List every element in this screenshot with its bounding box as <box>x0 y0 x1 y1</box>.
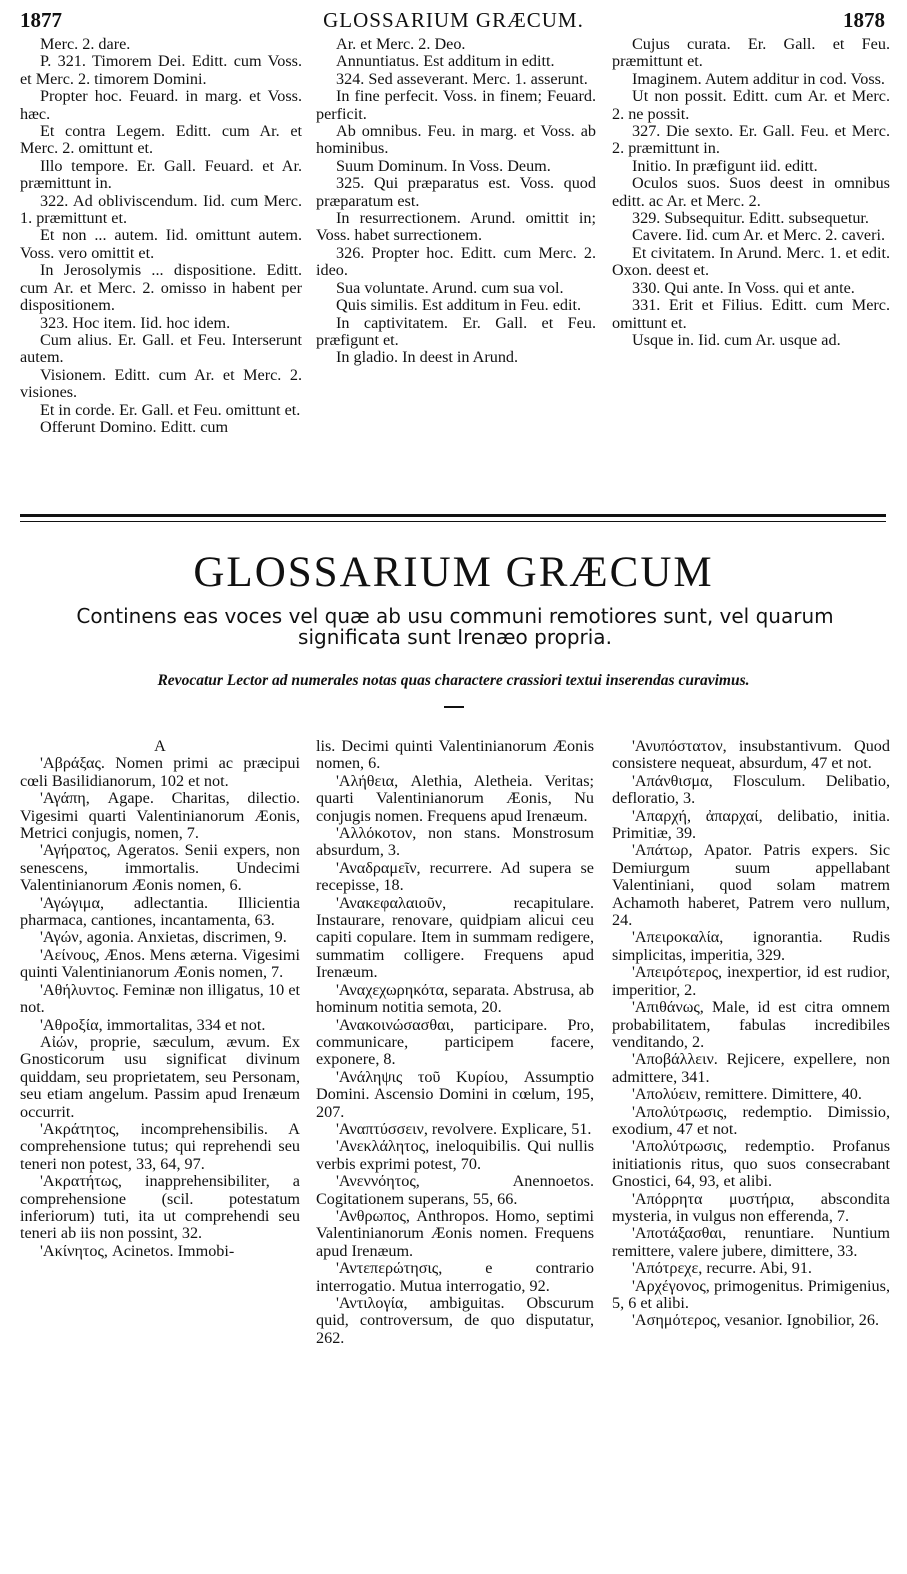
glossary-column-2 <box>316 738 594 1347</box>
entry-paragraph: 'Ασημότερος, vesanior. Ignobilior, 26. <box>632 1311 880 1330</box>
entry-paragraph: 'Ανάληψις τοῦ Κυρίου, Assumptio Domini. Ascensio Domini in cœlum, 195, 207. <box>316 1067 594 1121</box>
entry-paragraph: 'Απειρότερος, inexpertior, id est rudior, imperitior, 2. <box>612 963 890 999</box>
entry-paragraph: 'Απειροκαλία, ignorantia. Rudis simplicitas, imperitia, 329. <box>612 928 890 964</box>
entry-paragraph: 'Αναδραμεῖν, recurrere. Ad supera se recepisse, 18. <box>316 858 594 895</box>
glossary-subtitle: Continens eas voces vel quæ ab usu communi remotiores sunt, vel quarum significata sunt Irenæo propria. <box>76 604 834 649</box>
glossary-column-1 <box>20 738 300 1260</box>
entry-paragraph: 'Απάτωρ, Apator. Patris expers. Sic Demiurgum suum appellabant Valentiniani, quod solam matrem Achamoth haberet, Patrem vero nullum, 24. <box>612 841 890 930</box>
entry-paragraph: 'Απότρεχε, recurre. Abi, 91. <box>632 1259 812 1278</box>
entry-paragraph: 'Αντεπερώτησις, e contrario interrogatio. Mutua interrogatio, 92. <box>316 1259 594 1295</box>
entry-paragraph: Cum alius. Er. Gall. et Feu. Interserunt autem. <box>20 330 302 367</box>
entry-paragraph: 322. Ad obliviscendum. Iid. cum Merc. 1. præmittunt et. <box>20 191 302 228</box>
notes-column-2 <box>316 36 596 367</box>
entry-paragraph: lis. Decimi quinti Valentinianorum Æonis nomen, 6. <box>316 737 594 773</box>
entry-paragraph: 'Αθήλυντος. Feminæ non illigatus, 10 et not. <box>20 980 300 1017</box>
section-rule-thick <box>20 514 886 517</box>
entry-paragraph: Et contra Legem. Editt. cum Ar. et Merc. 2. omittunt et. <box>20 122 302 158</box>
entry-paragraph: 'Ακράτητος, incomprehensibilis. A comprehensione tutus; qui reprehendi seu teneri non potest, 33, 64, 97. <box>20 1119 300 1173</box>
glossary-title: GLOSSARIUM GRÆCUM <box>193 549 714 596</box>
entry-paragraph: Quis similis. Est additum in Feu. edit. <box>336 296 582 315</box>
entry-paragraph: Et civitatem. In Arund. Merc. 1. et edit. Oxon. deest et. <box>612 243 890 280</box>
entry-paragraph: 'Αποβάλλειν. Rejicere, expellere, non admittere, 341. <box>612 1050 890 1086</box>
entry-paragraph: In fine perfecit. Voss. in finem; Feuard. perficit. <box>316 87 596 123</box>
entry-paragraph: Merc. 2. dare. <box>40 35 131 53</box>
entry-paragraph: Annuntiatus. Est additum in editt. <box>336 52 555 71</box>
notes-column-3 <box>612 36 890 349</box>
glossary-column-3 <box>612 738 890 1330</box>
entry-paragraph: Suum Dominum. In Voss. Deum. <box>336 156 551 175</box>
entry-paragraph: 'Απόρρητα μυστήρια, abscondita mysteria, in vulgus non efferenda, 7. <box>612 1189 890 1225</box>
entry-paragraph: Oculos suos. Suos deest in omnibus editt. ac Ar. et Merc. 2. <box>612 174 890 210</box>
entry-paragraph: Propter hoc. Feuard. in marg. et Voss. hæc. <box>20 87 302 123</box>
entry-paragraph: 323. Hoc item. Iid. hoc idem. <box>40 313 231 332</box>
entry-paragraph: 'Αντιλογία, ambiguitas. Obscurum quid, controversum, de quo disputatur, 262. <box>316 1294 594 1347</box>
entry-paragraph: Initio. In præfigunt iid. editt. <box>632 156 818 175</box>
entry-paragraph: In captivitatem. Er. Gall. et Feu. præfigunt et. <box>316 313 596 349</box>
entry-paragraph: 'Αγάπη, Agape. Charitas, dilectio. Vigesimi quarti Valentinianorum Æonis, Metrici conjugis, nomen, 7. <box>20 789 300 843</box>
entry-paragraph: 'Ανθρωπος, Anthropos. Homo, septimi Valentinianorum Æonis nomen. Frequens apud Irenæum. <box>316 1206 594 1260</box>
entry-paragraph: 'Αποτάξασθαι, renuntiare. Nuntium remittere, valere jubere, dimittere, 33. <box>612 1224 890 1260</box>
section-letter: A <box>154 737 166 755</box>
entry-paragraph: 'Αλλόκοτον, non stans. Monstrosum absurdum, 3. <box>316 824 594 860</box>
entry-paragraph: Cavere. Iid. cum Ar. et Merc. 2. caveri. <box>632 226 886 245</box>
entry-paragraph: 'Αβράξας. Nomen primi ac præcipui cœli Basilidianorum, 102 et not. <box>20 754 300 790</box>
entry-paragraph: 325. Qui præparatus est. Voss. quod præparatum est. <box>316 174 596 210</box>
entry-paragraph: 'Αρχέγονος, primogenitus. Primigenius, 5, 6 et alibi. <box>612 1276 890 1312</box>
entry-paragraph: 'Ακίνητος, Acinetos. Immobi- <box>40 1241 235 1260</box>
entry-paragraph: 'Αγήρατος, Ageratos. Senii expers, non senescens, immortalis. Undecimi Valentinianorum Æonis nomen, 6. <box>20 841 300 895</box>
reader-note: Revocatur Lector ad numerales notas quas charactere crassiori textui inserendas curavimus. <box>157 672 750 689</box>
section-rule-thin <box>20 521 886 522</box>
entry-paragraph: 'Αναχεχωρηκότα, separata. Abstrusa, ab hominum notitia semota, 20. <box>316 980 594 1017</box>
entry-paragraph: Usque in. Iid. cum Ar. usque ad. <box>632 330 841 349</box>
entry-paragraph: 'Απολύτρωσις, redemptio. Profanus initiationis ritus, quo suos consecrabant Gnostici, 64, 93, et alibi. <box>612 1137 890 1191</box>
page-number-right: 1878 <box>843 8 885 32</box>
page-number-left: 1877 <box>20 8 62 32</box>
entry-paragraph: Et non ... autem. Iid. omittunt autem. Voss. vero omittit et. <box>20 226 302 262</box>
entry-paragraph: Illo tempore. Er. Gall. Feuard. et Ar. præmittunt in. <box>20 156 302 193</box>
entry-paragraph: In Jerosolymis ... dispositione. Editt. cum Ar. et Merc. 2. omisso in habent per dispositionem. <box>20 261 302 315</box>
entry-paragraph: 'Αγών, agonia. Anxietas, discrimen, 9. <box>40 928 287 947</box>
entry-paragraph: 'Ανεννόητος, Anennoetos. Cogitationem superans, 55, 66. <box>316 1172 594 1208</box>
running-title: GLOSSARIUM GRÆCUM. <box>323 8 584 32</box>
entry-paragraph: 330. Qui ante. In Voss. qui et ante. <box>632 278 855 297</box>
entry-paragraph: 'Ανυπόστατον, insubstantivum. Quod consistere nequeat, absurdum, 47 et not. <box>612 737 890 773</box>
entry-paragraph: 324. Sed asseverant. Merc. 1. asserunt. <box>336 69 588 88</box>
entry-paragraph: 329. Subsequitur. Editt. subsequetur. <box>632 209 869 228</box>
entry-paragraph: 'Αείνους, Ænos. Mens æterna. Vigesimi quinti Valentinianorum Æonis nomen, 7. <box>20 945 300 982</box>
entry-paragraph: 'Απάνθισμα, Flosculum. Delibatio, defloratio, 3. <box>612 771 890 808</box>
entry-paragraph: Offerunt Domino. Editt. cum <box>40 417 229 436</box>
running-header <box>0 6 907 32</box>
entry-paragraph: Imaginem. Autem additur in cod. Voss. <box>632 69 885 88</box>
entry-paragraph: 'Αγώγιμα, adlectantia. Illicientia pharmaca, cantiones, incantamenta, 63. <box>20 893 300 930</box>
entry-paragraph: 'Ανακεφαλαιοῦν, recapitulare. Instaurare, renovare, quidpiam alicui ceu capiti copulare. Item in summam redigere, summatim colligere. Frequens apud Irenæum. <box>316 893 594 982</box>
entry-paragraph: Αἰών, proprie, sæculum, ævum. Ex Gnosticorum usu significat divinum quiddam, seu proprietatem, seu Personam, seu etiam angelum. Passim apud Irenæum occurrit. <box>20 1032 300 1121</box>
entry-paragraph: 'Ανεκλάλητος, ineloquibilis. Qui nullis verbis exprimi potest, 70. <box>316 1137 594 1173</box>
entry-paragraph: 'Ανακοινώσασθαι, participare. Pro, communicare, participem facere, exponere, 8. <box>316 1015 594 1069</box>
entry-paragraph: 'Αθροξία, immortalitas, 334 et not. <box>40 1015 266 1034</box>
entry-paragraph: Sua voluntate. Arund. cum sua vol. <box>336 278 564 297</box>
entry-paragraph: Ar. et Merc. 2. Deo. <box>336 35 466 53</box>
entry-paragraph: 'Απιθάνως, Male, id est citra omnem probabilitatem, fabulas incredibiles venditando, 2. <box>612 998 890 1051</box>
entry-paragraph: Ab omnibus. Feu. in marg. et Voss. ab hominibus. <box>316 122 596 158</box>
entry-paragraph: 'Ακρατήτως, inapprehensibiliter, a comprehensione (scil. potestatum inferiorum) tuti, ita ut comprehendi seu teneri ab iis non possint, 32. <box>20 1172 300 1243</box>
entry-paragraph: 'Απολύειν, remittere. Dimittere, 40. <box>632 1085 862 1104</box>
entry-paragraph: P. 321. Timorem Dei. Editt. cum Voss. et Merc. 2. timorem Domini. <box>20 52 302 88</box>
separator-dash <box>444 706 464 708</box>
entry-paragraph: Ut non possit. Editt. cum Ar. et Merc. 2. ne possit. <box>612 87 890 123</box>
entry-paragraph: 327. Die sexto. Er. Gall. Feu. et Merc. 2. præmittunt in. <box>612 122 890 158</box>
entry-paragraph: 'Αναπτύσσειν, revolvere. Explicare, 51. <box>336 1119 592 1138</box>
entry-paragraph: In resurrectionem. Arund. omittit in; Voss. habet surrectionem. <box>316 209 596 245</box>
entry-paragraph: 326. Propter hoc. Editt. cum Merc. 2. ideo. <box>316 243 596 280</box>
entry-paragraph: 'Απαρχή, ἀπαρχαί, delibatio, initia. Primitiæ, 39. <box>612 806 890 843</box>
glossary-entries-1 <box>20 755 300 1260</box>
entry-paragraph: Et in corde. Er. Gall. et Feu. omittunt et. <box>40 400 301 419</box>
entry-paragraph: Cujus curata. Er. Gall. et Feu. præmittunt et. <box>612 35 890 71</box>
notes-column-1 <box>20 36 302 436</box>
entry-paragraph: In gladio. In deest in Arund. <box>336 348 519 367</box>
entry-paragraph: 'Απολύτρωσις, redemptio. Dimissio, exodium, 47 et not. <box>612 1102 890 1138</box>
entry-paragraph: 'Αλήθεια, Alethia, Aletheia. Veritas; quarti Valentinianorum Æonis, Nu conjugis nomen. Frequens apud Irenæum. <box>316 771 594 825</box>
entry-paragraph: 331. Erit et Filius. Editt. cum Merc. omittunt et. <box>612 296 890 332</box>
entry-paragraph: Visionem. Editt. cum Ar. et Merc. 2. visiones. <box>20 365 302 402</box>
